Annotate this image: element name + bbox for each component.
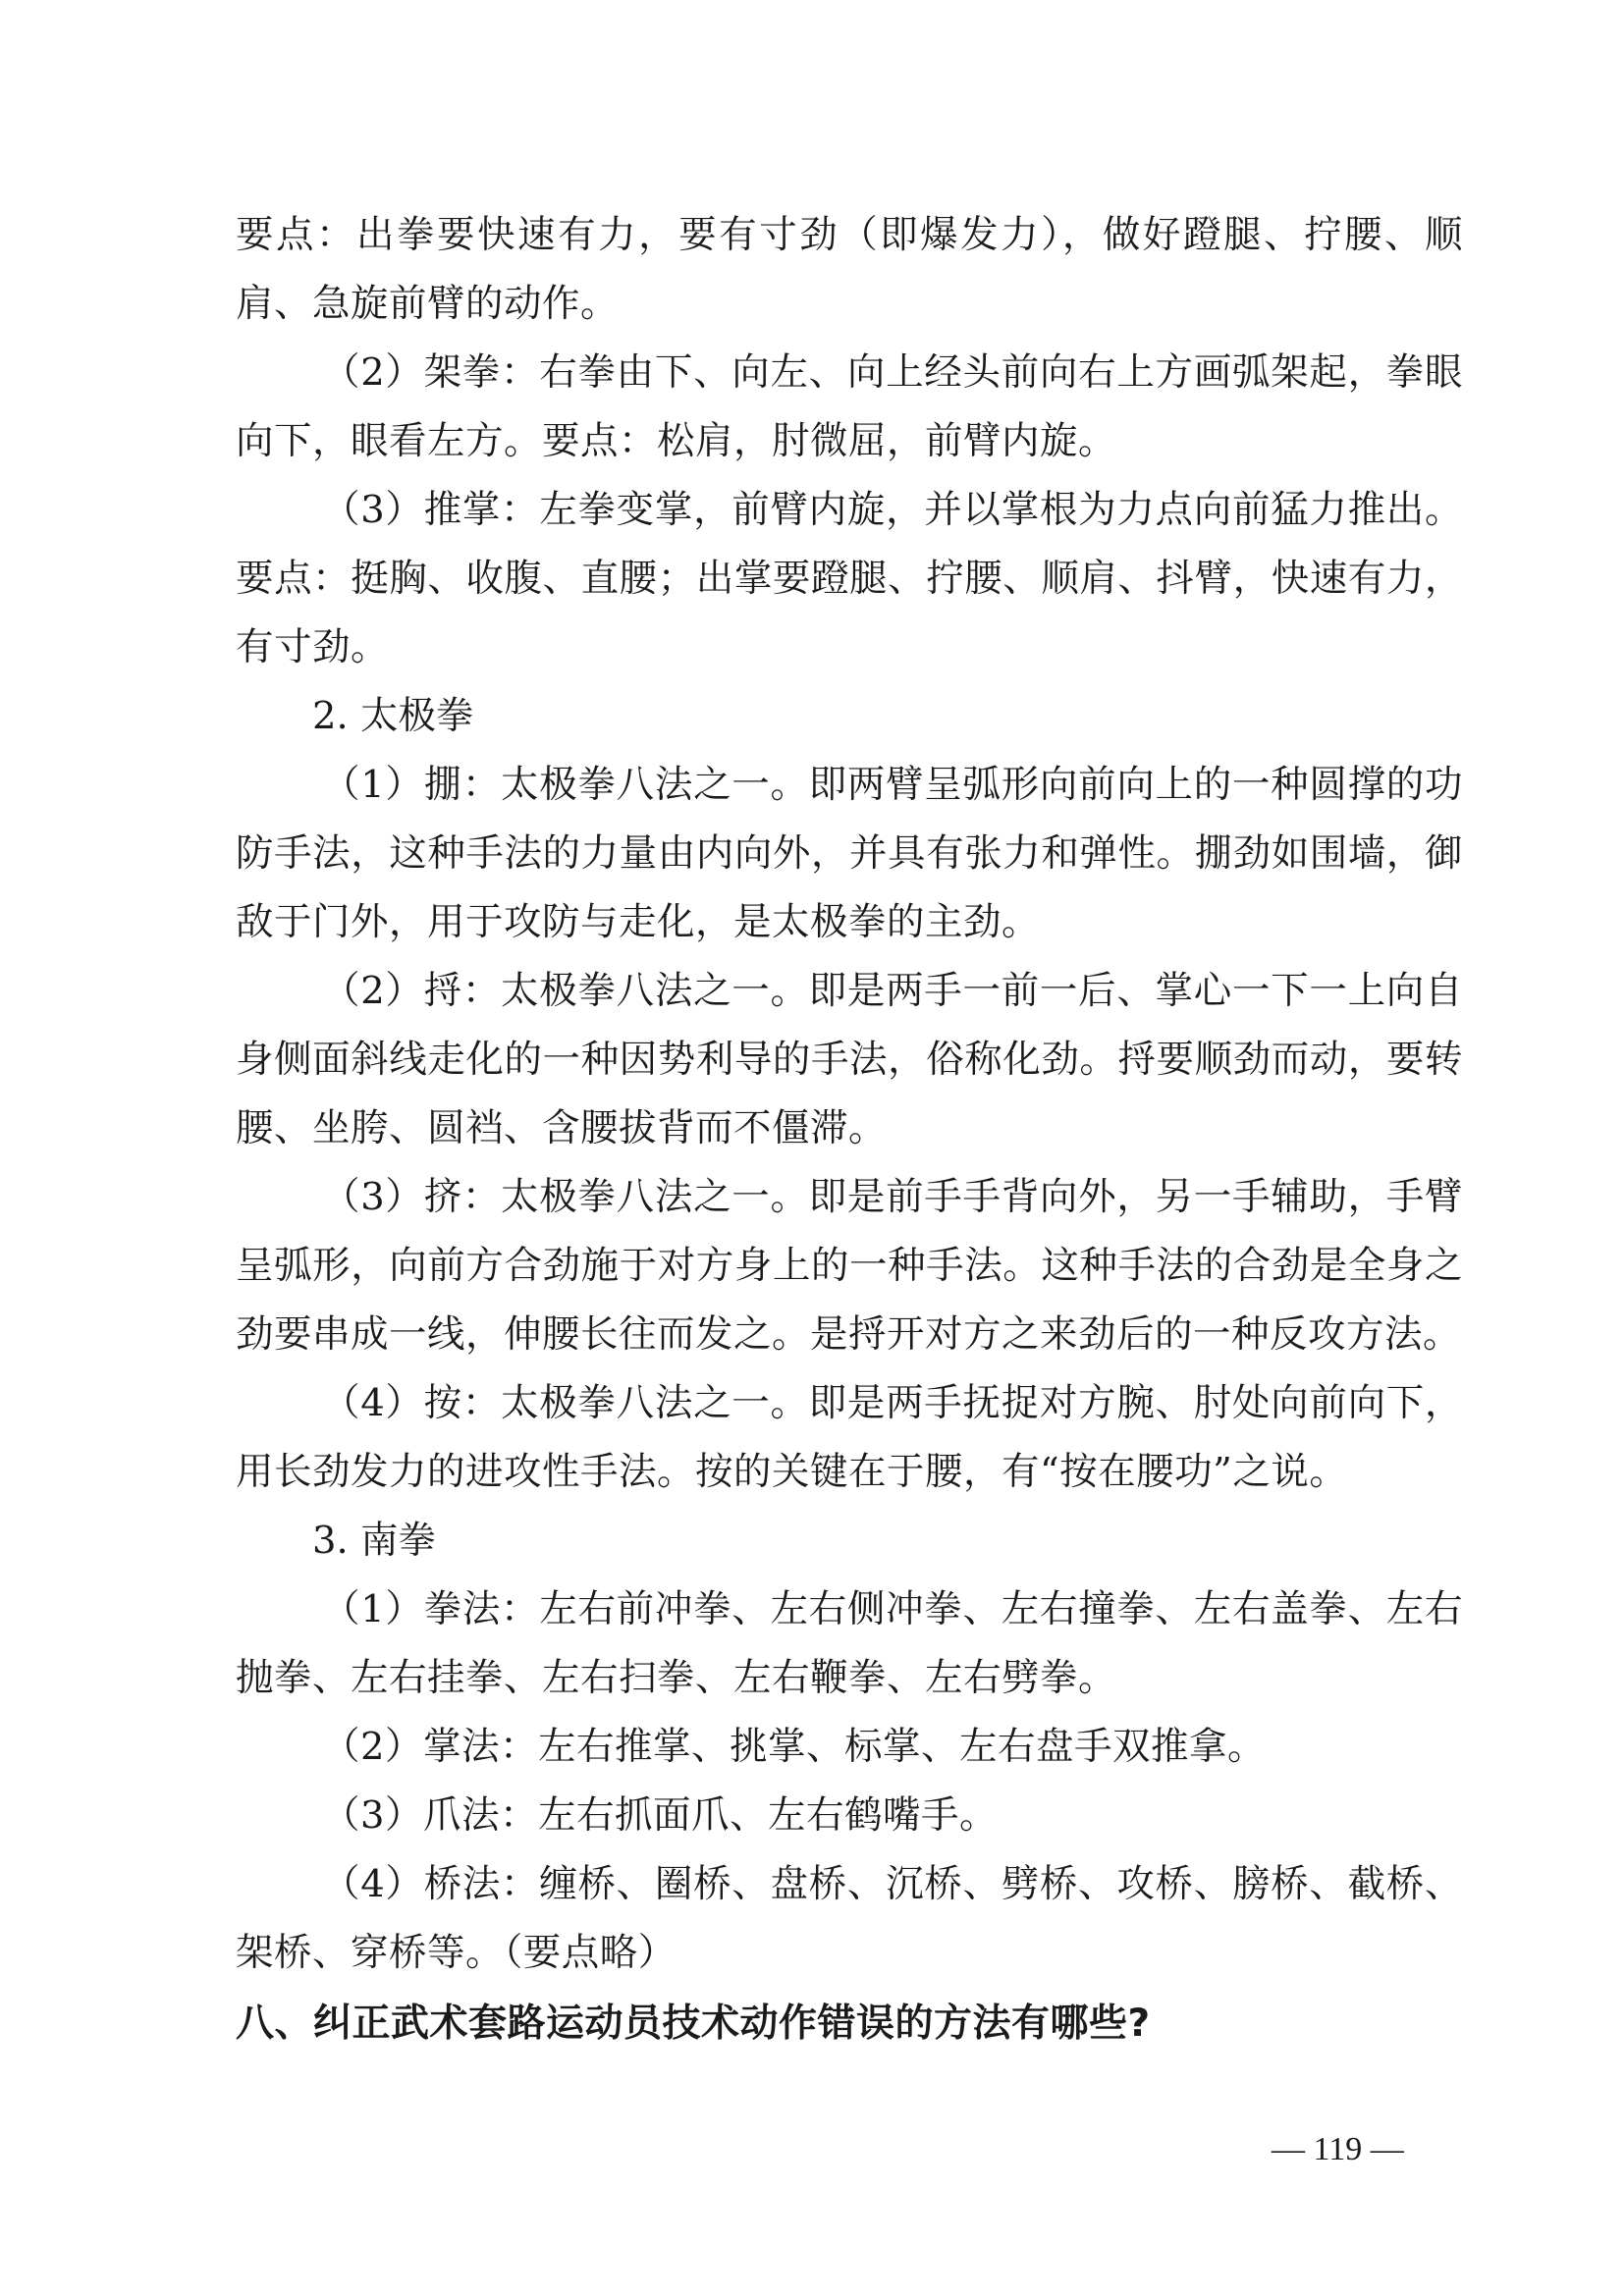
paragraph-push-palm: （3）推掌：左拳变掌，前臂内旋，并以掌根为力点向前猛力推出。要点：挺胸、收腹、直腰；出掌要蹬腿、拧腰、顺肩、抖臂，快速有力，有寸劲。 — [236, 488, 1463, 669]
page-number: — 119 — — [1272, 2131, 1404, 2167]
paragraph-bridge-methods: （4）桥法：缠桥、圈桥、盘桥、沉桥、劈桥、攻桥、膀桥、截桥、架桥、穿桥等。（要点略） — [236, 1862, 1463, 1975]
paragraph-fist-methods: （1）拳法：左右前冲拳、左右侧冲拳、左右撞拳、左右盖拳、左右抛拳、左右挂拳、左右扫拳、左右鞭拳、左右劈拳。 — [236, 1587, 1463, 1700]
paragraph-claw-methods: （3）爪法：左右抓面爪、左右鹤嘴手。 — [322, 1793, 998, 1838]
subheading-nanquan: 3. 南拳 — [312, 1519, 436, 1563]
paragraph-palm-methods: （2）掌法：左右推掌、挑掌、标掌、左右盘手双推拿。 — [322, 1725, 1266, 1769]
paragraph-key-points-punch: 要点：出拳要快速有力，要有寸劲（即爆发力），做好蹬腿、拧腰、顺肩、急旋前臂的动作。 — [236, 213, 1463, 326]
paragraph-peng: （1）掤：太极拳八法之一。即两臂呈弧形向前向上的一种圆撑的功防手法，这种手法的力量由内向外，并具有张力和弹性。掤劲如围墙，御敌于门外，用于攻防与走化，是太极拳的主劲。 — [236, 763, 1463, 944]
paragraph-ji: （3）挤：太极拳八法之一。即是前手手背向外，另一手辅助，手臂呈弧形，向前方合劲施于对方身上的一种手法。这种手法的合劲是全身之劲要串成一线，伸腰长往而发之。是捋开对方之来劲后的一种反攻方法。 — [236, 1175, 1463, 1357]
section-title: 八、纠正武术套路运动员技术动作错误的方法有哪些? — [236, 2002, 1151, 2046]
subheading-taichi: 2. 太极拳 — [312, 694, 474, 738]
paragraph-lu: （2）捋：太极拳八法之一。即是两手一前一后、掌心一下一上向自身侧面斜线走化的一种因势利导的手法，俗称化劲。捋要顺劲而动，要转腰、坐胯、圆裆、含腰拔背而不僵滞。 — [236, 969, 1463, 1150]
paragraph-an: （4）按：太极拳八法之一。即是两手抚捉对方腕、肘处向前向下，用长劲发力的进攻性手法。按的关键在于腰，有“按在腰功”之说。 — [236, 1381, 1463, 1494]
page-body — [236, 201, 1463, 2058]
paragraph-block-fist: （2）架拳：右拳由下、向左、向上经头前向右上方画弧架起，拳眼向下，眼看左方。要点：松肩，肘微屈，前臂内旋。 — [236, 350, 1463, 463]
